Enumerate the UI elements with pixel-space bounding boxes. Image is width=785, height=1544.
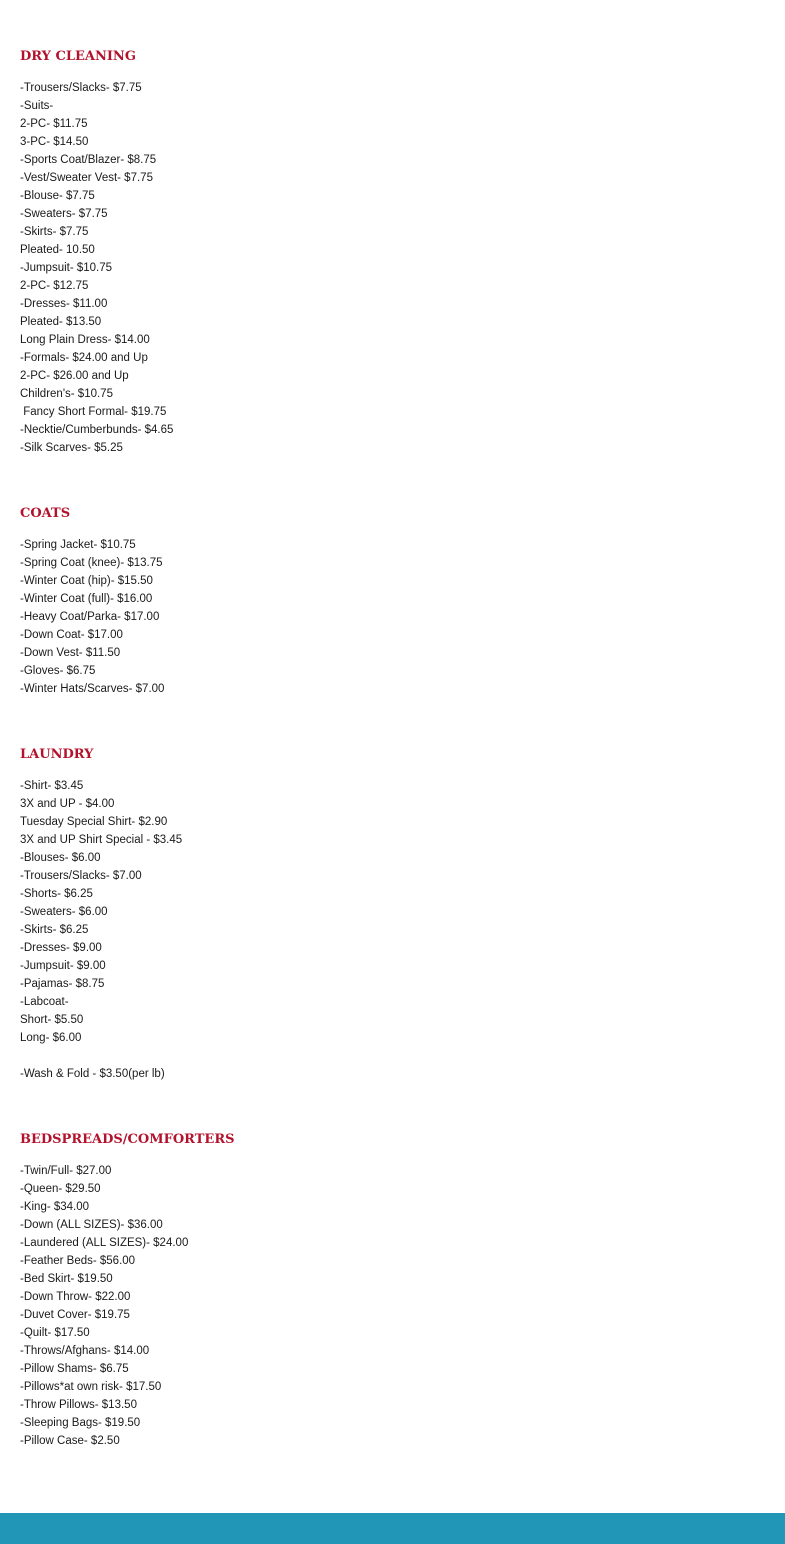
price-list-item: -Pillow Case- $2.50 — [20, 1435, 120, 1447]
price-list-item: Tuesday Special Shirt- $2.90 — [20, 816, 168, 828]
dry-cleaning-price-list — [20, 79, 173, 457]
coats-price-list — [20, 536, 164, 698]
price-list-item: Long- $6.00 — [20, 1032, 82, 1044]
laundry-price-list — [20, 777, 182, 1083]
price-list-item: -Pillows*at own risk- $17.50 — [20, 1381, 162, 1393]
price-list-item: -Sweaters- $6.00 — [20, 906, 108, 918]
price-list-item: -Skirts- $6.25 — [20, 924, 89, 936]
price-list-item: -Pillow Shams- $6.75 — [20, 1363, 129, 1375]
price-list-item: -Suits- — [20, 100, 54, 112]
price-list-item: -Throws/Afghans- $14.00 — [20, 1345, 150, 1357]
price-list-item: -Heavy Coat/Parka- $17.00 — [20, 611, 160, 623]
price-list-item: Fancy Short Formal- $19.75 — [20, 406, 167, 418]
price-list-item: -Silk Scarves- $5.25 — [20, 442, 123, 454]
price-list-item: -Labcoat- — [20, 996, 69, 1008]
price-list-item: -Queen- $29.50 — [20, 1183, 101, 1195]
price-list-item: Short- $5.50 — [20, 1014, 84, 1026]
price-list-item: 2-PC- $26.00 and Up — [20, 370, 129, 382]
price-list-item: -Dresses- $11.00 — [20, 298, 108, 310]
price-list-item: -Quilt- $17.50 — [20, 1327, 90, 1339]
price-list-item: -Sweaters- $7.75 — [20, 208, 108, 220]
price-list-item: -Vest/Sweater Vest- $7.75 — [20, 172, 153, 184]
price-list-item: -Feather Beds- $56.00 — [20, 1255, 136, 1267]
price-list-item: 2-PC- $11.75 — [20, 118, 88, 130]
price-list-item: -Duvet Cover- $19.75 — [20, 1309, 130, 1321]
price-list-item: -Spring Jacket- $10.75 — [20, 539, 136, 551]
price-list-item: -Shorts- $6.25 — [20, 888, 93, 900]
price-list-item: -Skirts- $7.75 — [20, 226, 89, 238]
dry-cleaning-section — [20, 48, 173, 457]
price-list-item: -Trousers/Slacks- $7.00 — [20, 870, 142, 882]
price-list-item: -Jumpsuit- $9.00 — [20, 960, 106, 972]
price-list-item: 3X and UP Shirt Special - $3.45 — [20, 834, 183, 846]
price-list-item: -Down Throw- $22.00 — [20, 1291, 131, 1303]
coats-section — [20, 505, 164, 698]
dry-cleaning-heading: DRY CLEANING — [20, 49, 136, 64]
price-list-item: -Sleeping Bags- $19.50 — [20, 1417, 141, 1429]
bedspreads-price-list — [20, 1162, 235, 1450]
price-list-item: -Down (ALL SIZES)- $36.00 — [20, 1219, 163, 1231]
wash-fold-price: -Wash & Fold - $3.50(per lb) — [20, 1068, 165, 1080]
price-list-item: Pleated- $13.50 — [20, 316, 102, 328]
price-list-item: -Trousers/Slacks- $7.75 — [20, 82, 142, 94]
price-list-item: -Winter Hats/Scarves- $7.00 — [20, 683, 165, 695]
coats-heading: COATS — [20, 506, 71, 521]
price-list-item: -King- $34.00 — [20, 1201, 90, 1213]
price-list-item: 3X and UP - $4.00 — [20, 798, 115, 810]
price-list-item: Pleated- 10.50 — [20, 244, 95, 256]
price-list-item: Children's- $10.75 — [20, 388, 113, 400]
price-list-item: -Winter Coat (hip)- $15.50 — [20, 575, 153, 587]
price-list-item: -Twin/Full- $27.00 — [20, 1165, 112, 1177]
price-list-item: -Blouse- $7.75 — [20, 190, 95, 202]
price-list-item: -Down Vest- $11.50 — [20, 647, 121, 659]
price-list-item: -Shirt- $3.45 — [20, 780, 84, 792]
laundry-item-group — [20, 777, 182, 1047]
price-list-item: -Laundered (ALL SIZES)- $24.00 — [20, 1237, 189, 1249]
price-list-item: -Sports Coat/Blazer- $8.75 — [20, 154, 157, 166]
price-list-item: -Winter Coat (full)- $16.00 — [20, 593, 153, 605]
price-list-item: -Spring Coat (knee)- $13.75 — [20, 557, 163, 569]
price-list-item: -Pajamas- $8.75 — [20, 978, 105, 990]
bedspreads-section — [20, 1131, 235, 1450]
price-list-item: -Necktie/Cumberbunds- $4.65 — [20, 424, 174, 436]
price-list-item: Long Plain Dress- $14.00 — [20, 334, 150, 346]
laundry-heading: LAUNDRY — [20, 747, 94, 762]
laundry-section — [20, 746, 182, 1083]
price-list-item: 2-PC- $12.75 — [20, 280, 89, 292]
price-list-item: -Formals- $24.00 and Up — [20, 352, 148, 364]
footer-bar — [0, 1513, 785, 1544]
price-list-item: -Throw Pillows- $13.50 — [20, 1399, 137, 1411]
price-list-item: 3-PC- $14.50 — [20, 136, 89, 148]
spacer — [20, 1047, 182, 1065]
price-list-item: -Down Coat- $17.00 — [20, 629, 123, 641]
price-list-item: -Gloves- $6.75 — [20, 665, 96, 677]
price-list-item: -Dresses- $9.00 — [20, 942, 102, 954]
price-list-item: -Bed Skirt- $19.50 — [20, 1273, 113, 1285]
price-list-item: -Jumpsuit- $10.75 — [20, 262, 113, 274]
bedspreads-heading: BEDSPREADS/COMFORTERS — [20, 1132, 235, 1147]
price-list-item: -Blouses- $6.00 — [20, 852, 101, 864]
